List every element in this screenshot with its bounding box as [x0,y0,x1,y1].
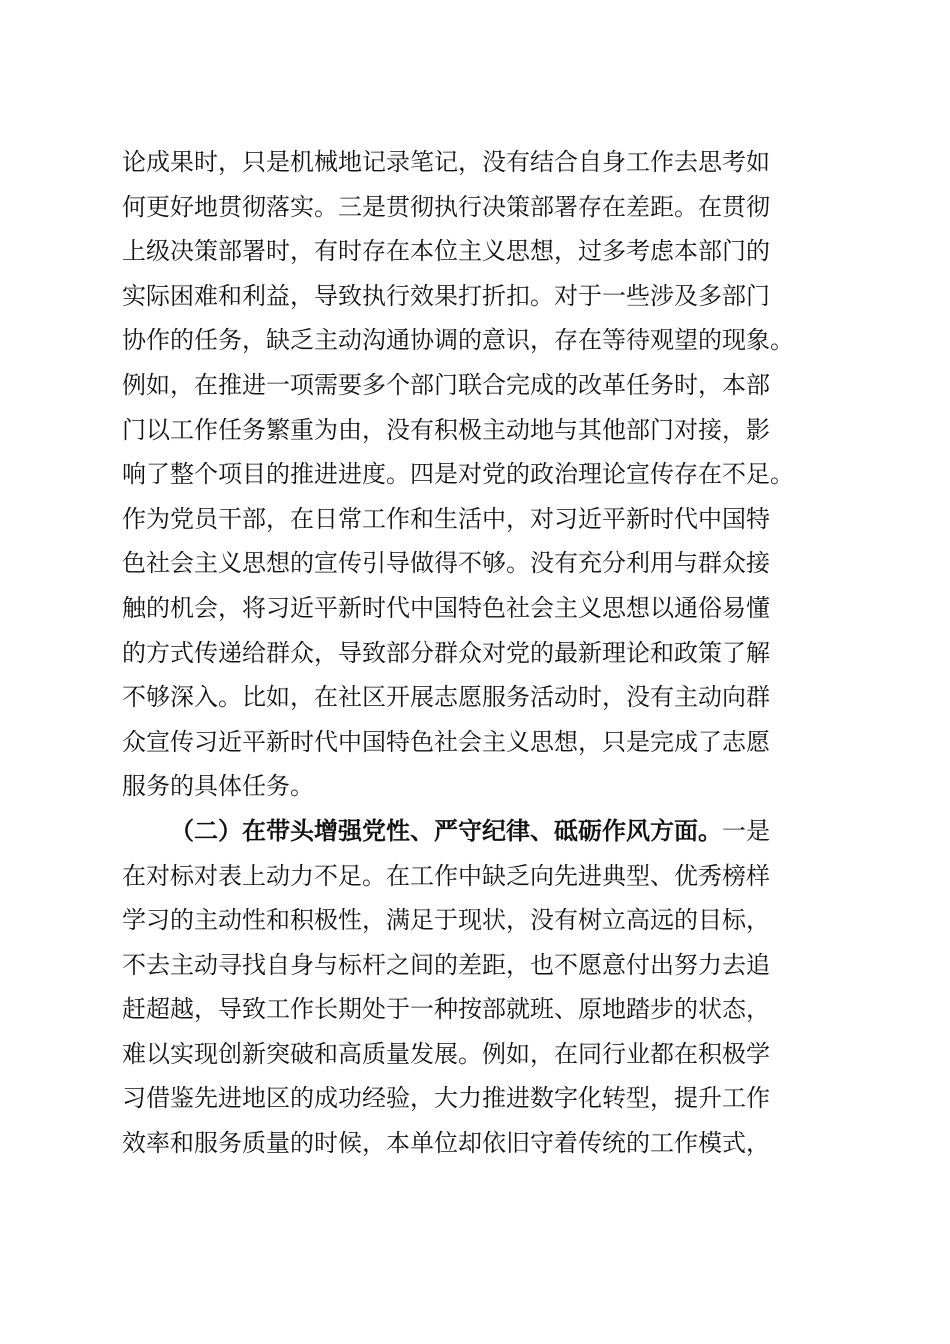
text-line: 响了整个项目的推进进度。四是对党的政治理论宣传存在不足。 [122,460,794,489]
text-line: 色社会主义思想的宣传引导做得不够。没有充分利用与群众接 [122,549,770,578]
text-line: 作为党员干部，在日常工作和生活中，对习近平新时代中国特 [122,504,770,533]
text-line: 习借鉴先进地区的成功经验，大力推进数字化转型，提升工作 [122,1084,770,1113]
text-line: 赶超越，导致工作长期处于一种按部就班、原地踏步的状态， [122,995,770,1024]
text-line: 的方式传递给群众，导致部分群众对党的最新理论和政策了解 [122,638,770,667]
section-heading: （二）在带头增强党性、严守纪律、砥砺作风方面。 [170,815,722,845]
text-line: 何更好地贯彻落实。三是贯彻执行决策部署存在差距。在贯彻 [122,192,770,221]
text-line: 实际困难和利益，导致执行效果打折扣。对于一些涉及多部门 [122,281,770,310]
section-heading-line [122,809,842,854]
text-line: 例如，在推进一项需要多个部门联合完成的改革任务时，本部 [122,370,770,399]
text-line: 难以实现创新突破和高质量发展。例如，在同行业都在积极学 [122,1039,770,1068]
text-line: 在对标对表上动力不足。在工作中缺乏向先进典型、优秀榜样 [122,861,770,890]
text-line: 协作的任务，缺乏主动沟通协调的意识，存在等待观望的现象。 [122,326,794,355]
text-line: 论成果时，只是机械地记录笔记，没有结合自身工作去思考如 [122,148,770,176]
body-text [122,140,842,1166]
text-line: 学习的主动性和积极性，满足于现状，没有树立高远的目标， [122,906,770,935]
text-line: 上级决策部署时，有时存在本位主义思想，过多考虑本部门的 [122,237,770,266]
section-heading-rest: 一是 [722,816,770,845]
text-line: 服务的具体任务。 [122,772,314,801]
text-line: 门以工作任务繁重为由，没有积极主动地与其他部门对接，影 [122,415,770,444]
text-line: 触的机会，将习近平新时代中国特色社会主义思想以通俗易懂 [122,593,770,622]
text-line: 不去主动寻找自身与标杆之间的差距，也不愿意付出努力去追 [122,950,770,979]
text-line: 不够深入。比如，在社区开展志愿服务活动时，没有主动向群 [122,683,770,712]
text-line: 效率和服务质量的时候，本单位却依旧守着传统的工作模式， [122,1129,770,1158]
text-line: 众宣传习近平新时代中国特色社会主义思想，只是完成了志愿 [122,727,770,756]
